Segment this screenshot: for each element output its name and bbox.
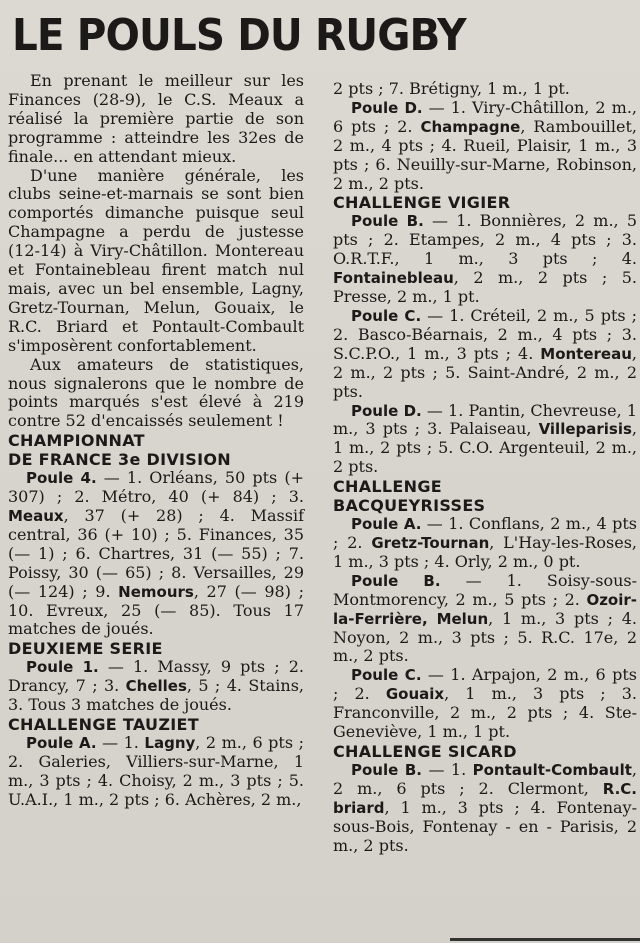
standings-paragraph: Poule 1. — 1. Massy, 9 pts ; 2. Drancy, 7 ; 3. Chelles, 5 ; 4. Stains, 3. Tous 3 matches de joués.	[8, 657, 304, 715]
club-name: Meaux	[8, 507, 64, 526]
poule-label: Poule 1.	[26, 658, 99, 677]
section-heading: CHALLENGE SICARD	[333, 742, 517, 761]
intro-paragraph: En prenant le meilleur sur les Finances (28-9), le C.S. Meaux a réalisé la première partie de son programme : atteindre les 32es de finale... en attendant mieux.	[8, 71, 304, 166]
intro-paragraph: D'une manière générale, les clubs seine-et-marnais se sont bien comportés dimanche puisque seul Champagne a perdu de justesse (12-14) à Viry-Châtillon. Montereau et Fontainebleau firent match nul mais, avec un bel ensemble, Lagny, Gretz-Tournan, Melun, Gouaix, le R.C. Briard et Pontault-Combault s'imposèrent confortablement.	[8, 165, 304, 355]
section-heading: BACQUEYRISSES	[333, 496, 486, 516]
poule-label: Poule C.	[351, 666, 422, 685]
continued-text: 2 pts ; 7. Brétigny, 1 m., 1 pt.	[333, 79, 570, 98]
poule-label: Poule A.	[351, 515, 422, 534]
club-name: Pontault-Combault	[472, 761, 632, 779]
section-heading: DEUXIEME SERIE	[8, 639, 163, 659]
standings-paragraph: Poule D. — 1. Pantin, Chevreuse, 1 m., 3 pts ; 3. Palaiseau, Villeparisis, 1 m., 2 pts ; 5. C.O. Argenteuil, 2 m., 2 pts.	[333, 400, 637, 477]
standings-paragraph: Poule A. — 1. Lagny, 2 m., 6 pts ; 2. Galeries, Villiers-sur-Marne, 1 m., 3 pts ; 4. Choisy, 2 m., 3 pts ; 5. U.A.I., 1 m., 2 pts ; 6. Achères, 2 m.,	[8, 733, 304, 809]
club-name: Champagne	[420, 117, 521, 136]
standings-paragraph: Poule A. — 1. Conflans, 2 m., 4 pts ; 2. Gretz-Tournan, L'Hay-les-Roses, 1 m., 3 pts ; 4. Orly, 2 m., 0 pt.	[333, 514, 637, 571]
poule-label: Poule A.	[26, 734, 97, 753]
standings-paragraph: Poule 4. — 1. Orléans, 50 pts (+ 307) ; 2. Métro, 40 (+ 84) ; 3. Meaux, 37 (+ 28) ; 4. Massif central, 36 (+ 10) ; 5. Finances, 35 (— 1) ; 6. Chartres, 31 (— 55) ; 7. Poissy, 30 (— 65) ; 8. Versailles, 29 (— 124) ; 9. Nemours, 27 (— 98) ; 10. Evreux, 25 (— 85). Tous 17 matches de joués.	[8, 468, 304, 639]
section-heading: CHALLENGE VIGIER	[333, 193, 511, 213]
poule-label: Poule C.	[351, 306, 422, 325]
club-name: Gouaix	[385, 685, 445, 704]
section-heading: CHALLENGE TAUZIET	[8, 715, 199, 735]
poule-label: Poule 4.	[26, 469, 97, 488]
masthead: LE POULS DU RUGBY	[12, 10, 466, 61]
standings-paragraph: Poule B. — 1. Bonnières, 2 m., 5 pts ; 2. Etampes, 2 m., 4 pts ; 3. O.R.T.F., 1 m., 3 pts ; 4. Fontainebleau, 2 m., 2 pts ; 5. Presse, 2 m., 1 pt.	[333, 211, 638, 307]
section-heading: DE FRANCE 3e DIVISION	[8, 450, 231, 470]
club-name: Chelles	[125, 677, 187, 696]
club-name: Montereau	[540, 344, 632, 363]
section-heading: CHAMPIONNAT	[8, 431, 145, 451]
club-name: Gretz-Tournan	[371, 534, 490, 553]
club-name: Fontainebleau	[333, 269, 454, 288]
right-column	[333, 80, 637, 856]
column-rule	[450, 938, 640, 941]
poule-label: Poule B.	[351, 212, 424, 231]
left-column	[8, 72, 304, 810]
standings-paragraph: Poule D. — 1. Viry-Châtillon, 2 m., 6 pts ; 2. Champagne, Rambouillet, 2 m., 4 pts ; 4. Rueil, Plaisir, 1 m., 3 pts ; 6. Neuilly-sur-Marne, Robinson, 2 m., 2 pts.	[333, 97, 638, 193]
standings-paragraph: Poule C. — 1. Créteil, 2 m., 5 pts ; 2. Basco-Béarnais, 2 m., 4 pts ; 3. S.C.P.O., 1 m., 3 pts ; 4. Montereau, 2 m., 2 pts ; 5. Saint-André, 2 m., 2 pts.	[333, 305, 637, 401]
standings-paragraph: Poule C. — 1. Arpajon, 2 m., 6 pts ; 2. Gouaix, 1 m., 3 pts ; 3. Franconville, 2 m., 2 pts ; 4. Ste-Geneviève, 1 m., 1 pt.	[333, 665, 638, 742]
intro-paragraph: Aux amateurs de statistiques, nous signalerons que le nombre de points marqués s'est élevé à 219 contre 52 d'encaissés seulement !	[8, 354, 304, 431]
poule-label: Poule D.	[351, 401, 422, 420]
standings-paragraph: Poule B. — 1. Soisy-sous-Montmorency, 2 m., 5 pts ; 2. Ozoir-la-Ferrière, Melun, 1 m., 3 pts ; 4. Noyon, 2 m., 3 pts ; 5. R.C. 17e, 2 m., 2 pts.	[333, 570, 637, 666]
club-name: R.C. briard	[333, 779, 637, 817]
standings-paragraph: Poule B. — 1. Pontault-Combault, 2 m., 6 pts ; 2. Clermont, R.C. briard, 1 m., 3 pts ; 4. Fontenay-sous-Bois, Fontenay - en - Parisis, 2 m., 2 pts.	[333, 760, 637, 855]
poule-label: Poule B.	[351, 571, 441, 590]
poule-label: Poule D.	[351, 98, 423, 117]
club-name: Nemours	[118, 582, 194, 601]
club-name: Lagny	[144, 734, 196, 753]
club-name: Ozoir-la-Ferrière, Melun	[333, 590, 637, 628]
section-heading: CHALLENGE	[333, 477, 442, 497]
club-name: Villeparisis	[538, 420, 632, 439]
poule-label: Poule B.	[351, 761, 423, 779]
